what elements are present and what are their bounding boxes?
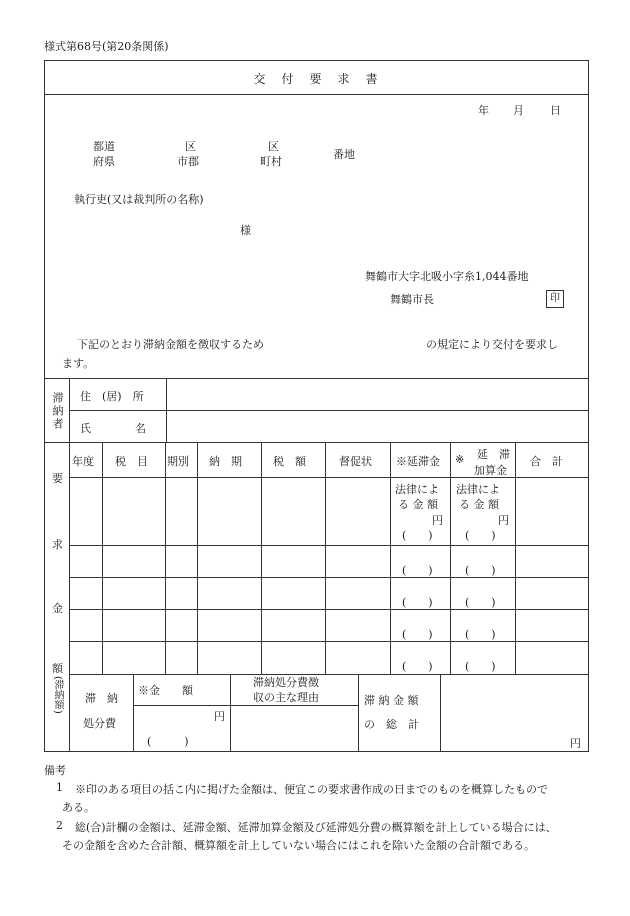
r1-late-law-1: 法律によ <box>395 483 439 496</box>
hdr-late-1: 延 滞 <box>477 448 510 461</box>
r1-kasan-paren: ( ) <box>465 529 496 542</box>
amount-side-3: 金 <box>52 602 63 615</box>
amount-side-2: 求 <box>52 538 63 551</box>
notes-heading: 備考 <box>44 764 66 777</box>
note-1-line-1: ※印のある項目の括こ内に掲げた金額は、便宜この要求書作成の日までのものを概算したもので <box>75 783 548 796</box>
form-title: 交 付 要 求 書 <box>253 72 380 86</box>
hdr-late-fee: ※延滞金 <box>396 455 440 468</box>
body-text-1: 下記のとおり滞納金額を徴収するため <box>77 338 264 351</box>
r5-late-paren: ( ) <box>402 660 433 673</box>
hdr-demand: 督促状 <box>339 455 372 468</box>
sender-address: 舞鶴市大字北吸小字糸1,044番地 <box>365 270 529 283</box>
r1-late-yen: 円 <box>432 514 443 527</box>
sum-reason-2: 収の主な理由 <box>253 691 319 704</box>
recipient-label: 執行吏(又は裁判所の名称) <box>74 193 204 206</box>
addr-banchi: 番地 <box>333 148 355 161</box>
form-number: 様式第68号(第20条関係) <box>44 40 169 53</box>
addr-ku-1: 区 <box>185 140 196 153</box>
r5-kasan-paren: ( ) <box>465 660 496 673</box>
r2-kasan-paren: ( ) <box>465 564 496 577</box>
sum-disposal-1: 滞 納 <box>85 692 118 705</box>
sum-amount-paren: ( ) <box>147 735 189 748</box>
sum-disposal-2: 処分費 <box>83 717 116 730</box>
note-1-line-2: ある。 <box>62 801 95 814</box>
hdr-due-date: 納 期 <box>209 455 242 468</box>
sum-amount-divider <box>133 705 230 706</box>
r2-late-paren: ( ) <box>402 564 433 577</box>
r3-kasan-paren: ( ) <box>465 596 496 609</box>
sum-amount-yen: 円 <box>214 710 225 723</box>
date-year: 年 <box>478 104 489 117</box>
sum-line-c <box>230 674 231 752</box>
sum-line-e <box>440 674 441 752</box>
r1-late-law-2: る 金 額 <box>398 498 438 511</box>
amount-side-4: 額 <box>52 662 63 675</box>
hdr-tax-item: 税 目 <box>115 455 148 468</box>
hdr-mark: ※ <box>455 453 465 466</box>
sender-name: 舞鶴市長 <box>390 293 434 306</box>
row-line-1 <box>69 477 589 478</box>
sum-total-2: の 総 計 <box>364 718 419 731</box>
r1-kasan-law-1: 法律によ <box>456 483 500 496</box>
sum-line-b <box>133 674 134 752</box>
addr-todofuken-2: 府県 <box>93 155 115 168</box>
header-bottom-line <box>44 378 589 379</box>
recipient-honorific: 様 <box>240 224 251 237</box>
sum-total-1: 滞 納 金 額 <box>364 694 419 707</box>
r3-late-paren: ( ) <box>402 596 433 609</box>
sum-reason-1: 滞納処分費徴 <box>253 676 319 689</box>
addr-todofuken-1: 都道 <box>93 140 115 153</box>
row-line-3 <box>69 577 589 578</box>
r1-late-paren: ( ) <box>402 529 433 542</box>
hdr-period: 期別 <box>167 455 189 468</box>
note-2-num: 2 <box>56 819 63 832</box>
addr-chouson: 町村 <box>260 155 282 168</box>
note-2-line-2: その金額を含めた合計額、概算額を計上していない場合にはこれを除いた金額の合計額である。 <box>62 839 535 852</box>
row-line-2 <box>69 545 589 546</box>
body-text-3: ます。 <box>62 357 95 370</box>
side-column-line <box>69 378 70 674</box>
hdr-year: 年度 <box>72 455 94 468</box>
date-month: 月 <box>513 104 524 117</box>
date-day: 日 <box>550 104 561 117</box>
body-text-2: の規定により交付を要求し <box>426 338 558 351</box>
addr-ku-2: 区 <box>268 140 279 153</box>
amount-side-paren: (滞納額) <box>52 676 63 714</box>
hdr-total: 合 計 <box>530 455 563 468</box>
taxpayer-bottom-line <box>44 442 589 443</box>
taxpayer-name-label: 氏 名 <box>80 422 146 435</box>
row-line-6 <box>69 674 589 675</box>
sum-line-d <box>358 674 359 752</box>
r4-kasan-paren: ( ) <box>465 628 496 641</box>
r1-kasan-yen: 円 <box>498 514 509 527</box>
addr-shigun: 市郡 <box>177 155 199 168</box>
title-divider <box>44 94 589 95</box>
hdr-tax-amount: 税 額 <box>273 455 306 468</box>
sum-total-yen: 円 <box>570 737 581 750</box>
note-2-line-1: 総(合)計欄の金額は、延滞金額、延滞加算金額及び延滞処分費の概算額を計上している場合には、 <box>75 821 557 834</box>
sum-amount-label: ※金 額 <box>138 684 193 697</box>
form-frame <box>44 60 589 752</box>
taxpayer-address-label: 住 (居) 所 <box>80 390 144 403</box>
hdr-late-2: 加算金 <box>474 464 507 477</box>
row-line-5 <box>69 641 589 642</box>
amount-side-1: 要 <box>52 472 63 485</box>
sum-reason-divider <box>230 705 358 706</box>
r1-kasan-law-2: る 金 額 <box>459 498 499 511</box>
r4-late-paren: ( ) <box>402 628 433 641</box>
sum-line-a <box>69 674 70 752</box>
taxpayer-mid-line <box>69 410 589 411</box>
seal-mark: 印 <box>546 290 564 308</box>
note-1-num: 1 <box>56 781 63 794</box>
taxpayer-side-label: 滞納者 <box>51 392 64 431</box>
row-line-4 <box>69 609 589 610</box>
